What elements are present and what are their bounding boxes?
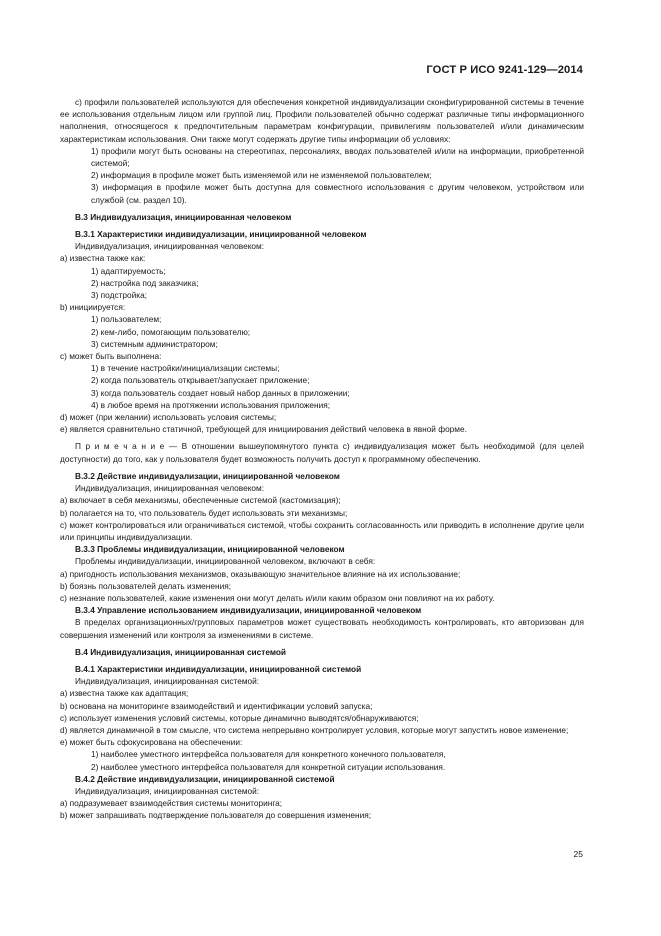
list-item: b) инициируется:: [60, 302, 126, 313]
section-heading-b33: В.3.3 Проблемы индивидуализации, инициированной человеком: [75, 544, 345, 555]
list-item: 1) профили могут быть основаны на стереотипах, персоналиях, вводах пользователей и/или на информации, приобретенной системой;: [91, 145, 584, 169]
section-heading-b41: В.4.1 Характеристики индивидуализации, инициированной системой: [75, 663, 362, 674]
list-item: 1) в течение настройки/инициализации системы;: [91, 363, 280, 374]
list-item: b) полагается на то, что пользователь будет использовать эти механизмы;: [60, 507, 348, 518]
list-item: a) известна также как:: [60, 253, 146, 264]
lead-text: Индивидуализация, инициированная системой:: [75, 676, 260, 687]
list-item: a) включает в себя механизмы, обеспеченные системой (кастомизация);: [60, 495, 341, 506]
list-item: 2) когда пользователь открывает/запускает приложение;: [91, 375, 310, 386]
list-item: e) может быть сфокусирована на обеспечении:: [60, 737, 243, 748]
list-item: 3) подстройка;: [91, 290, 147, 301]
list-item: 2) информация в профиле может быть изменяемой или не изменяемой пользователем;: [91, 170, 432, 181]
list-item: 2) кем-либо, помогающим пользователю;: [91, 326, 251, 337]
list-item: 3) когда пользователь создает новый набор данных в приложении;: [91, 387, 350, 398]
list-item: 1) наиболее уместного интерфейса пользователя для конкретного конечного пользователя,: [91, 749, 446, 760]
list-item: 2) настройка под заказчика;: [91, 277, 199, 288]
list-item: 3) системным администратором;: [91, 338, 218, 349]
section-heading-b32: В.3.2 Действие индивидуализации, инициированной человеком: [75, 470, 340, 481]
list-item: b) может запрашивать подтверждение пользователя до совершения изменения;: [60, 810, 372, 821]
section-heading-b4: В.4 Индивидуализация, инициированная системой: [75, 646, 287, 657]
lead-text: Индивидуализация, инициированная системой:: [75, 785, 260, 796]
section-heading-b31: В.3.1 Характеристики индивидуализации, инициированной человеком: [75, 229, 367, 240]
list-item: 1) пользователем;: [91, 314, 162, 325]
list-item: 4) в любое время на протяжении использования приложения;: [91, 399, 331, 410]
page-number: 25: [573, 849, 583, 859]
section-heading-b3: В.3 Индивидуализация, инициированная человеком: [75, 211, 292, 222]
note-paragraph: П р и м е ч а н и е — В отношении вышеупомянутого пункта c) индивидуализация может быть необходимой (для целей доступности) до того, как у пользователя будет возможность получить доступ к программному обеспечению.: [60, 441, 584, 464]
lead-text: Индивидуализация, инициированная человеком:: [75, 241, 265, 252]
list-item: b) основана на мониторинге взаимодействий и идентификации условий запуска;: [60, 700, 373, 711]
list-item: 2) наиболее уместного интерфейса пользователя для конкретной ситуации использования.: [91, 761, 446, 772]
lead-text: Проблемы индивидуализации, инициированной человеком, включают в себя:: [75, 556, 376, 567]
list-item: c) использует изменения условий системы, которые динамично выводятся/обнаруживаются;: [60, 712, 419, 723]
list-item: 3) информация в профиле может быть доступна для совместного использования с другим человеком, устройством или службой (см. раздел 10).: [91, 182, 584, 205]
paragraph-profiles: c) профили пользователей используются для обеспечения конкретной индивидуализации сконфигурированной системы в течение ее использования отдельным лицом или группой лиц. Профили пользователей обычно содержат различные типы информационного наполнения, относящегося к предпочтительным параметрам конфигурации, привилегиям пользователей и/или динамическим характеристикам использования. Они также могут содержать другие типы информации об условиях:: [60, 97, 584, 144]
list-item: 1) адаптируемость;: [91, 265, 166, 276]
document-header: ГОСТ Р ИСО 9241-129—2014: [426, 64, 583, 76]
list-item: d) является динамичной в том смысле, что система непрерывно контролирует условия, которые могут запустить новое изменение;: [60, 724, 569, 735]
list-item: a) подразумевает взаимодействия системы мониторинга;: [60, 798, 283, 809]
list-item: b) боязнь пользователей делать изменения;: [60, 580, 232, 591]
list-item: c) может быть выполнена:: [60, 351, 162, 362]
lead-text: Индивидуализация, инициированная человеком:: [75, 483, 265, 494]
list-item: a) известна также как адаптация;: [60, 688, 189, 699]
list-item: d) может (при желании) использовать условия системы;: [60, 412, 277, 423]
list-item: a) пригодность использования механизмов, оказывающую значительное влияние на их использование;: [60, 568, 461, 579]
list-item: c) может контролироваться или ограничиваться системой, чтобы сохранить согласованность или приводить в исполнение другие цели или принципы индивидуализации.: [60, 519, 584, 542]
section-heading-b34: В.3.4 Управление использованием индивидуализации, инициированной человеком: [75, 605, 422, 616]
paragraph-control: В пределах организационных/групповых параметров может существовать необходимость контролировать, кто авторизован для совершения изменений или контроля за изменениями в системе.: [60, 617, 584, 640]
document-body: [60, 96, 584, 822]
list-item: c) незнание пользователей, какие изменения они могут делать и/или каким образом они повлияют на их работу.: [60, 592, 495, 603]
list-item: e) является сравнительно статичной, требующей для инициирования действий человека в явной форме.: [60, 424, 467, 435]
section-heading-b42: В.4.2 Действие индивидуализации, инициированной системой: [75, 773, 335, 784]
